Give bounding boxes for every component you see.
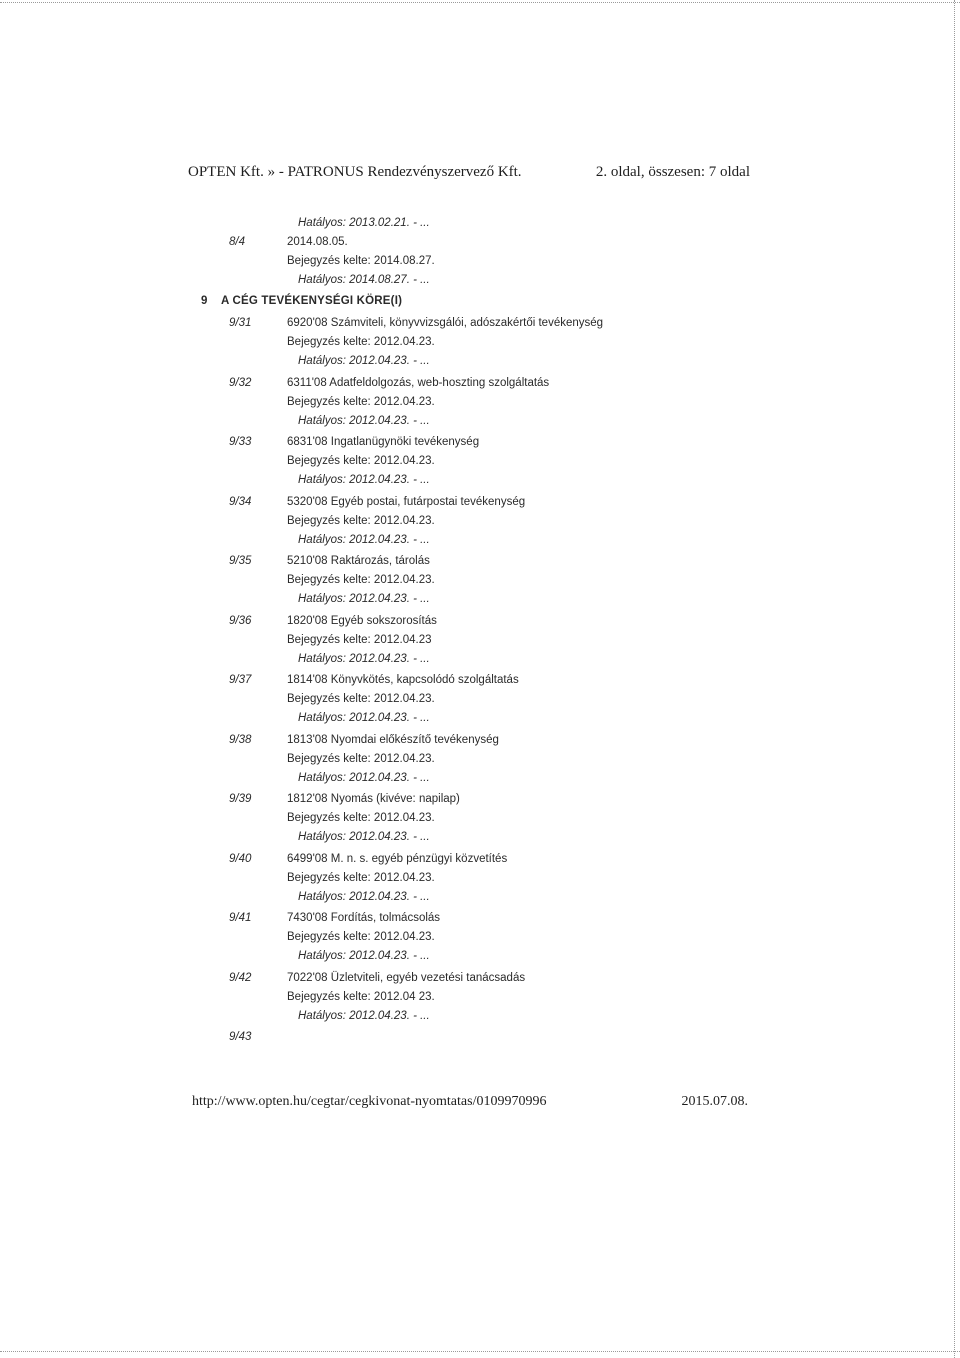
- entry-effective-date: Hatályos: 2012.04.23. - ...: [298, 593, 430, 605]
- entry-id: 9/37: [229, 674, 252, 686]
- entry-text: 7022'08 Üzletviteli, egyéb vezetési tanácsadás: [287, 972, 526, 984]
- entry-text: 5320'08 Egyéb postai, futárpostai tevékenység: [287, 496, 526, 508]
- entry-text: 5210'08 Raktározás, tárolás: [287, 555, 430, 567]
- entry-text: 6920'08 Számviteli, könyvvizsgálói, adószakértői tevékenység: [287, 317, 604, 329]
- entry-effective-date: Hatályos: 2012.04.23. - ...: [298, 712, 430, 724]
- entry-text: 1814'08 Könyvkötés, kapcsolódó szolgáltatás: [287, 674, 519, 686]
- entry-registration-date: Bejegyzés kelte: 2012.04.23.: [287, 455, 435, 467]
- entry-registration-date: Bejegyzés kelte: 2012.04.23.: [287, 396, 435, 408]
- scan-edge-top: [0, 2, 960, 4]
- entry-effective-date: Hatályos: 2012.04.23. - ...: [298, 534, 430, 546]
- entry-effective-date: Hatályos: 2012.04.23. - ...: [298, 950, 430, 962]
- entry-registration-date: Bejegyzés kelte: 2012.04.23.: [287, 812, 435, 824]
- entry-effective-date: Hatályos: 2012.04.23. - ...: [298, 474, 430, 486]
- entry-text: 6831'08 Ingatlanügynöki tevékenység: [287, 436, 480, 448]
- previous-effective-date: Hatályos: 2013.02.21. - ...: [298, 217, 430, 229]
- entry-id: 9/42: [229, 972, 252, 984]
- entry-id: 9/35: [229, 555, 252, 567]
- entry-effective-date: Hatályos: 2012.04.23. - ...: [298, 772, 430, 784]
- entry-registration-date: Bejegyzés kelte: 2012.04.23.: [287, 931, 435, 943]
- section-number: 9: [201, 295, 208, 307]
- entry-effective-date: Hatályos: 2012.04.23. - ...: [298, 415, 430, 427]
- scan-edge-right: [954, 0, 956, 1358]
- entry-text: 1812'08 Nyomás (kivéve: napilap): [287, 793, 460, 805]
- entry-text: 2014.08.05.: [287, 236, 348, 248]
- entry-id: 9/39: [229, 793, 252, 805]
- entry-id: 9/34: [229, 496, 252, 508]
- scan-edge-bottom: [0, 1351, 960, 1353]
- footer-date: 2015.07.08.: [681, 1094, 748, 1109]
- entry-id: 9/32: [229, 377, 252, 389]
- entry-id: 8/4: [229, 236, 245, 248]
- entry-registration-date: Bejegyzés kelte: 2012.04.23.: [287, 753, 435, 765]
- entry-text: 1813'08 Nyomdai előkészítő tevékenység: [287, 734, 499, 746]
- entry-registration-date: Bejegyzés kelte: 2012.04.23: [287, 634, 432, 646]
- entry-id: 9/40: [229, 853, 252, 865]
- section-title: A CÉG TEVÉKENYSÉGI KÖRE(I): [221, 295, 403, 307]
- entry-effective-date: Hatályos: 2014.08.27. - ...: [298, 274, 430, 286]
- entry-text: 1820'08 Egyéb sokszorosítás: [287, 615, 437, 627]
- entry-text: 7430'08 Fordítás, tolmácsolás: [287, 912, 441, 924]
- entry-effective-date: Hatályos: 2012.04.23. - ...: [298, 831, 430, 843]
- entry-registration-date: Bejegyzés kelte: 2012.04.23.: [287, 693, 435, 705]
- entry-id: 9/33: [229, 436, 252, 448]
- entry-id: 9/38: [229, 734, 252, 746]
- footer-url: http://www.opten.hu/cegtar/cegkivonat-nyomtatas/0109970996: [192, 1094, 547, 1109]
- entry-effective-date: Hatályos: 2012.04.23. - ...: [298, 891, 430, 903]
- header-company: OPTEN Kft. » - PATRONUS Rendezvényszervező Kft.: [188, 164, 522, 180]
- entry-effective-date: Hatályos: 2012.04.23. - ...: [298, 653, 430, 665]
- entry-effective-date: Hatályos: 2012.04.23. - ...: [298, 355, 430, 367]
- entry-registration-date: Bejegyzés kelte: 2012.04 23.: [287, 991, 435, 1003]
- entry-registration-date: Bejegyzés kelte: 2012.04.23.: [287, 515, 435, 527]
- entry-registration-date: Bejegyzés kelte: 2014.08.27.: [287, 255, 435, 267]
- entry-id: 9/41: [229, 912, 252, 924]
- entry-effective-date: Hatályos: 2012.04.23. - ...: [298, 1010, 430, 1022]
- entry-text: 6499'08 M. n. s. egyéb pénzügyi közvetítés: [287, 853, 508, 865]
- entry-registration-date: Bejegyzés kelte: 2012.04.23.: [287, 872, 435, 884]
- entry-registration-date: Bejegyzés kelte: 2012.04.23.: [287, 336, 435, 348]
- entry-text: 6311'08 Adatfeldolgozás, web-hoszting szolgáltatás: [287, 377, 550, 389]
- entry-registration-date: Bejegyzés kelte: 2012.04.23.: [287, 574, 435, 586]
- header-page-count: 2. oldal, összesen: 7 oldal: [595, 164, 750, 180]
- entry-id: 9/31: [229, 317, 252, 329]
- entry-id: 9/43: [229, 1031, 252, 1043]
- entry-id: 9/36: [229, 615, 252, 627]
